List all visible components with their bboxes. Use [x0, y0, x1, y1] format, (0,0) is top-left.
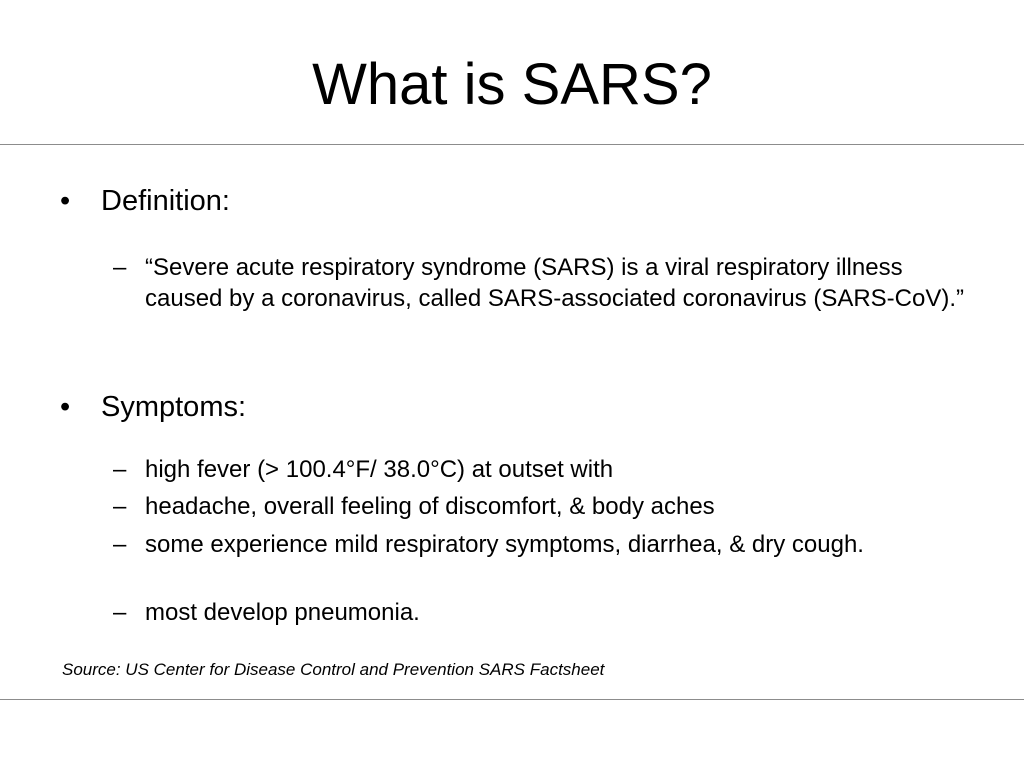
source-citation: Source: US Center for Disease Control and Prevention SARS Factsheet	[62, 660, 605, 679]
dash-marker: –	[113, 254, 127, 281]
symptom-text: some experience mild respiratory symptoms, diarrhea, & dry cough.	[145, 531, 864, 558]
bullet-marker: •	[60, 391, 71, 423]
dash-marker: –	[113, 493, 127, 520]
definition-quote-text: “Severe acute respiratory syndrome (SARS) is a viral respiratory illness caused by a coronavirus, called SARS-associated coronavirus (SARS-CoV).”	[145, 254, 965, 312]
bullet-marker: •	[60, 185, 71, 217]
dash-marker: –	[113, 599, 127, 626]
dash-marker: –	[113, 456, 127, 483]
bullet-label-symptoms: Symptoms:	[101, 391, 247, 423]
bullet-label-definition: Definition:	[101, 185, 230, 217]
footer-divider	[0, 699, 1024, 700]
dash-marker: –	[113, 531, 127, 558]
symptom-text: high fever (> 100.4°F/ 38.0°C) at outset with	[145, 456, 614, 483]
symptom-text: headache, overall feeling of discomfort, & body aches	[145, 493, 715, 520]
title-divider	[0, 144, 1024, 145]
slide-title: What is SARS?	[312, 52, 712, 117]
symptom-text: most develop pneumonia.	[145, 599, 420, 626]
